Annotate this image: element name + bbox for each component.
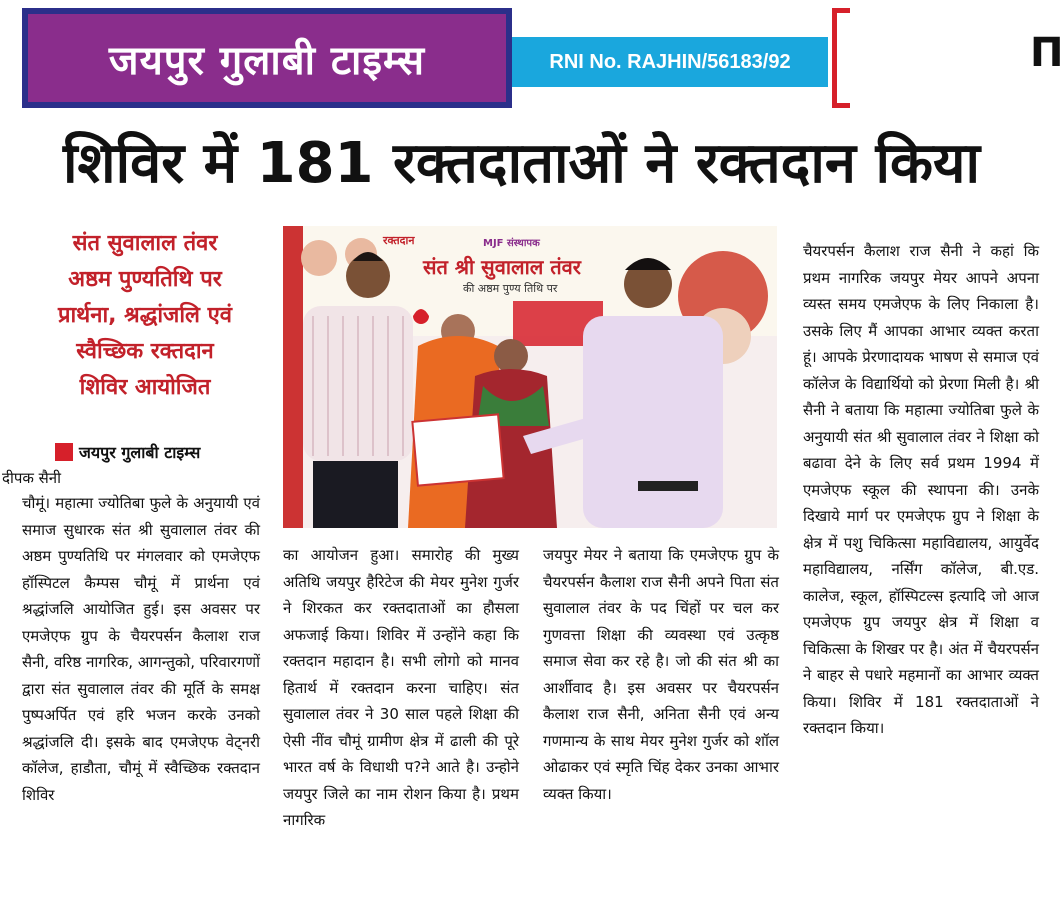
photo-banner-org: MJF संस्थापक: [483, 238, 540, 249]
masthead-banner: [28, 14, 506, 102]
subheadline-line: प्रार्थना, श्रद्धांजलि एवं: [57, 303, 233, 328]
source-name: जयपुर गुलाबी टाइम्स: [79, 443, 201, 462]
subheadline-line: स्वैच्छिक रक्तदान: [76, 339, 214, 364]
article-column-3: [543, 542, 779, 807]
subheadline-line: शिविर आयोजित: [79, 375, 211, 400]
photo-banner-small: रक्तदान: [383, 234, 415, 247]
rni-number: RNI No. RAJHIN/56183/92: [549, 50, 791, 73]
photo-illustration: [283, 226, 777, 528]
masthead-title: जयपुर गुलाबी टाइम्स: [108, 37, 426, 84]
red-square-icon: [55, 443, 73, 461]
article-column-2: [283, 542, 519, 834]
masthead-logo: [22, 8, 512, 108]
subheadline-line: अष्ठम पुण्यतिथि पर: [68, 267, 222, 292]
subheadline-line: संत सुवालाल तंवर: [72, 231, 218, 256]
article-text: जयपुर मेयर ने बताया कि एमजेएफ ग्रुप के चैयरपर्सन कैलाश राज सैनी अपने पिता संत सुवालाल तंवर के पद चिंहों पर चल कर गुणवत्ता शिक्षा की व्यवस्था एवं उत्कृष्ठ समाज सेवा कर रहे है। जो की संत श्री का आर्शीवाद है। इस अवसर पर चैयरपर्सन कैलाश राज सैनी, अनिता सैनी एवं अन्य गणमान्य के साथ मेयर मुनेश गुर्जर को शॉल ओढाकर एवं स्मृति चिंह देकर उनका आभार व्यक्त किया।: [543, 546, 779, 803]
event-photo: [283, 226, 777, 528]
cropped-edge-glyph: П: [1030, 30, 1063, 76]
article-text: चैयरपर्सन कैलाश राज सैनी ने कहां कि प्रथम नागरिक जयपुर मेयर आपने अपना व्यस्त समय एमजेएफ के लिए निकाला है। उसके लिए मैं आपका आभार व्यक्त करता हूं। आपके प्रेरणादायक भाषण से समाज एवं कॉलेज के विद्यार्थियो को प्रेरणा मिली है। श्री सैनी ने बताया कि महात्मा ज्योतिबा फुले के अनुयायी संत श्री सुवालाल तंवर ने शिक्षा को बढावा देने के लिए सर्व प्रथम 1994 में एमजेएफ स्कूल की स्थापना की। उनके दिखाये मार्ग पर एमजेएफ ग्रुप ने शिक्षा के क्षेत्र में पशु चिकित्सा महाविद्यालय, आयुर्वेद महाविद्यालय, नर्सिंग कॉलेज, बी.एड. कालेज, स्कूल, हॉस्पिटल्स इत्यादि जो आज एमजेएफ ग्रुप जयपुर क्षेत्र में शिक्षा व चिकित्सा के शिखर पर है। अंत में चैयरपर्सन ने बाहर से पधारे महमानों का आभार व्यक्त किया। शिविर में 181 रक्तदाताओं ने रक्तदान किया।: [803, 242, 1039, 737]
article-text: चौमूं। महात्मा ज्योतिबा फुले के अनुयायी एवं समाज सुधारक संत श्री सुवालाल तंवर की अष्ठम पुण्यतिथि पर मंगलवार को एमजेएफ हॉस्पिटल कैम्पस चौमूं में प्रार्थना एवं श्रद्धांजलि आयोजित हुई। इस अवसर पर एमजेएफ ग्रुप के चैयरपर्सन कैलाश राज सैनी, वरिष्ठ नागरिक, आगन्तुको, परिवारगणों द्वारा संत सुवालाल तंवर की मूर्ति के समक्ष पुष्पअर्पित एवं हरि भजन करके उनको श्रद्धांजलि दी। इसके बाद एमजेएफ वेट्नरी कॉलेज, हाडौता, चौमूं में स्वैच्छिक रक्तदान शिविर: [22, 494, 260, 804]
article-column-1: [22, 490, 260, 808]
rni-badge: [512, 37, 828, 87]
photo-banner-name: संत श्री सुवालाल तंवर: [423, 255, 581, 279]
headline: शिविर में 181 रक्तदाताओं ने रक्तदान किया: [63, 131, 980, 196]
red-bracket-decoration: [832, 8, 850, 108]
subheadline: [20, 226, 270, 406]
article-text: का आयोजन हुआ। समारोह की मुख्य अतिथि जयपुर हैरिटेज की मेयर मुनेश गुर्जर ने शिरकत कर रक्तदाताओं का हौसला अफजाई किया। शिविर में उन्होंने कहा कि रक्तदान महादान है। सभी लोगो को मानव हितार्थ में रक्तदान करना चाहिए। संत सुवालाल तंवर ने 30 साल पहले शिक्षा की ऐसी नींव चौमूं ग्रामीण क्षेत्र में ढाली की पूरे भारत वर्ष के विधाथी प?ने आते है। उन्होने जयपुर जिले का नाम रोशन किया है। प्रथम नागरिक: [283, 546, 519, 829]
author-name: दीपक सैनी: [2, 469, 62, 487]
byline-source: [55, 441, 200, 463]
photo-banner-sub: की अष्ठम पुण्य तिथि पर: [463, 282, 558, 295]
article-column-4: [803, 238, 1039, 742]
